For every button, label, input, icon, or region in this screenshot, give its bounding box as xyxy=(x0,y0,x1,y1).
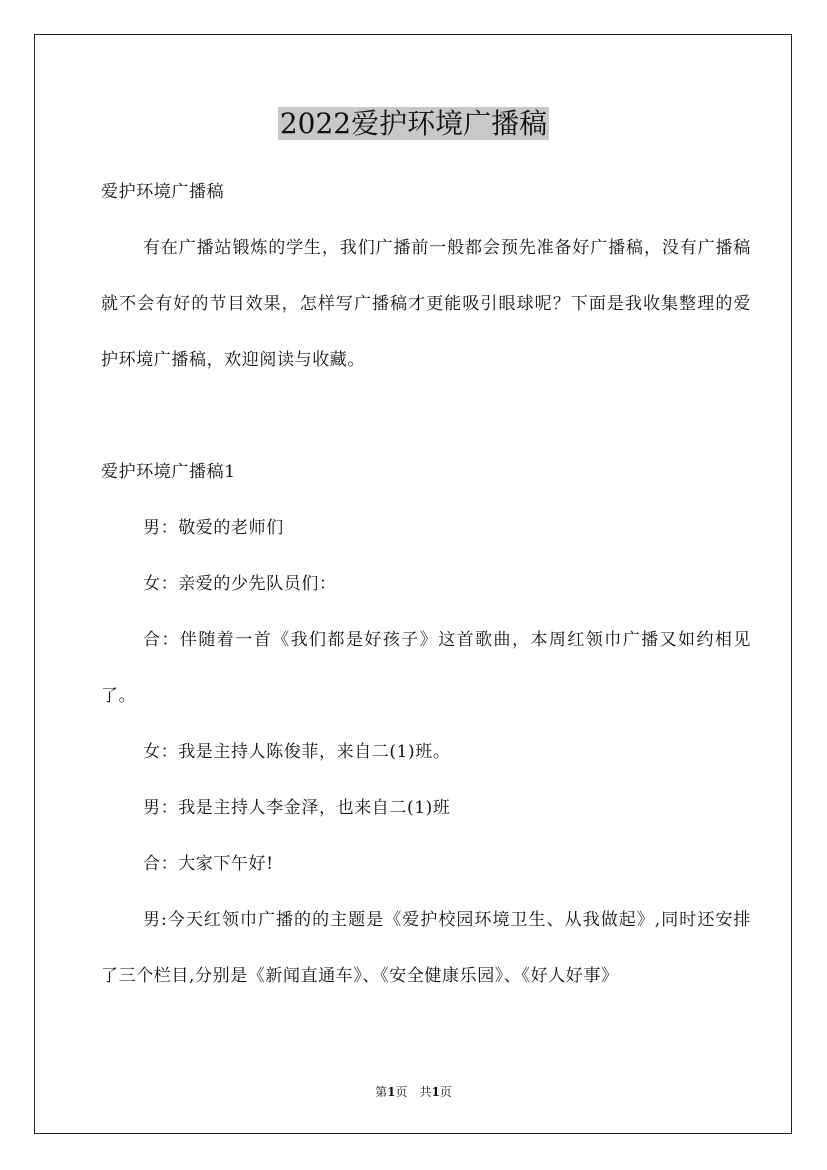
page-total: 1 xyxy=(431,1085,440,1099)
dialogue-line: 合：伴随着一首《我们都是好孩子》这首歌曲，本周红领巾广播又如约相见了。 xyxy=(101,630,751,706)
dialogue-line: 男：敬爱的老师们 xyxy=(143,518,284,538)
intro-paragraph: 有在广播站锻炼的学生，我们广播前一般都会预先准备好广播稿，没有广播稿就不会有好的节目效果，怎样写广播稿才更能吸引眼球呢？下面是我收集整理的爱护环境广播稿，欢迎阅读与收藏。 xyxy=(101,238,751,370)
dialogue-line: 合：大家下午好! xyxy=(143,854,274,874)
dialogue-line: 男：我是主持人李金泽，也来自二(1)班 xyxy=(143,798,451,818)
page-current: 1 xyxy=(387,1085,396,1099)
document-body xyxy=(101,164,751,1004)
document-subtitle: 爱护环境广播稿 xyxy=(101,182,225,202)
page-label-post: 页 xyxy=(439,1085,452,1099)
page-label-mid: 页 共 xyxy=(395,1085,432,1099)
paragraph-gap xyxy=(101,388,751,444)
document-title: 2022爱护环境广播稿 xyxy=(279,107,548,140)
section-heading: 爱护环境广播稿1 xyxy=(101,462,236,482)
dialogue-line: 男:今天红领巾广播的的主题是《爱护校园环境卫生、从我做起》,同时还安排了三个栏目,分别是《新闻直通车》、《安全健康乐园》、《好人好事》 xyxy=(101,910,751,986)
page-label-pre: 第 xyxy=(375,1085,388,1099)
dialogue-line: 女：我是主持人陈俊菲，来自二(1)班。 xyxy=(143,742,451,762)
page-footer xyxy=(0,1083,827,1101)
document-title-wrap xyxy=(0,104,827,144)
dialogue-line: 女：亲爱的少先队员们： xyxy=(143,574,337,594)
